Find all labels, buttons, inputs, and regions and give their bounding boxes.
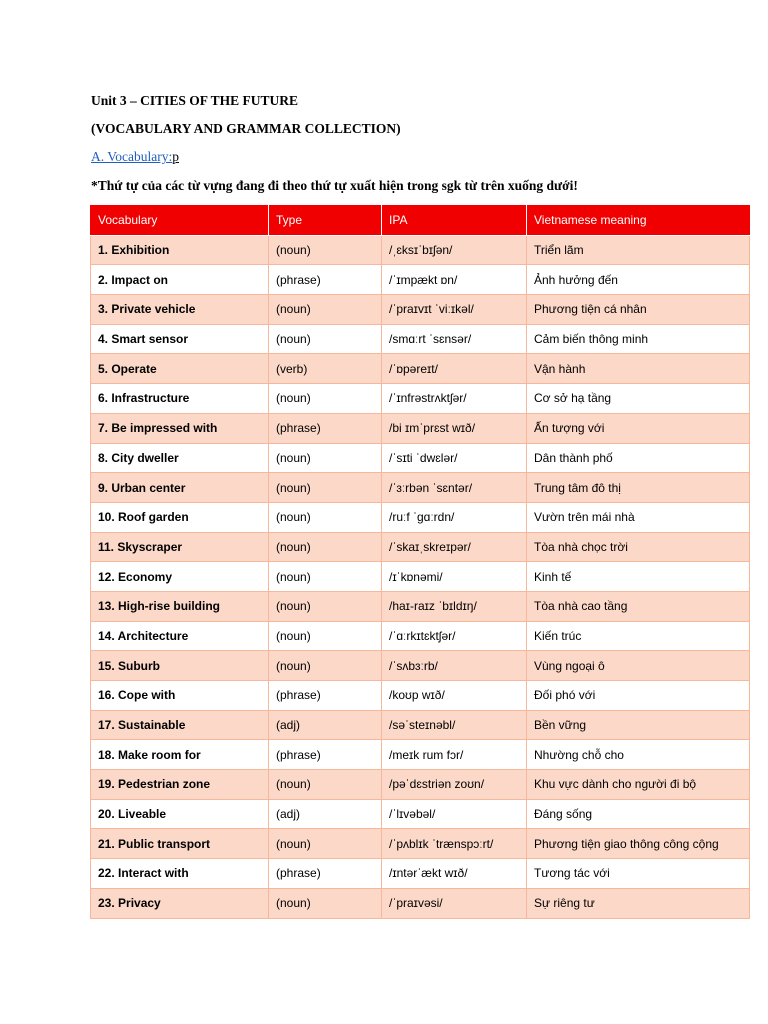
section-heading bbox=[91, 149, 179, 165]
meaning-cell: Tương tác với bbox=[527, 859, 750, 889]
vocab-word-cell: 19. Pedestrian zone bbox=[91, 770, 269, 800]
meaning-cell: Kinh tế bbox=[527, 562, 750, 592]
table-row bbox=[91, 621, 750, 651]
table-row bbox=[91, 295, 750, 325]
meaning-cell: Phương tiện cá nhân bbox=[527, 295, 750, 325]
word-type-cell: (noun) bbox=[269, 829, 382, 859]
vocab-word-cell: 11. Skyscraper bbox=[91, 532, 269, 562]
header-vocabulary: Vocabulary bbox=[91, 206, 269, 236]
vocab-word-cell: 18. Make room for bbox=[91, 740, 269, 770]
vocab-word-cell: 15. Suburb bbox=[91, 651, 269, 681]
meaning-cell: Ảnh hưởng đến bbox=[527, 265, 750, 295]
ipa-cell: /səˈsteɪnəbl/ bbox=[382, 710, 527, 740]
word-type-cell: (noun) bbox=[269, 532, 382, 562]
word-type-cell: (noun) bbox=[269, 502, 382, 532]
vocab-word-cell: 6. Infrastructure bbox=[91, 384, 269, 414]
vocab-word-cell: 1. Exhibition bbox=[91, 235, 269, 265]
unit-title: Unit 3 – CITIES OF THE FUTURE bbox=[91, 93, 299, 108]
vocab-word-cell: 17. Sustainable bbox=[91, 710, 269, 740]
table-row bbox=[91, 265, 750, 295]
ipa-cell: /ˈpraɪvəsi/ bbox=[382, 888, 527, 918]
vocab-word-cell: 2. Impact on bbox=[91, 265, 269, 295]
meaning-cell: Cơ sở hạ tầng bbox=[527, 384, 750, 414]
table-header-row bbox=[91, 206, 750, 236]
ipa-cell: /ˈɑːrkɪtɛktʃər/ bbox=[382, 621, 527, 651]
table-row bbox=[91, 413, 750, 443]
vocab-word-cell: 23. Privacy bbox=[91, 888, 269, 918]
vocab-word-cell: 10. Roof garden bbox=[91, 502, 269, 532]
table-row bbox=[91, 473, 750, 503]
word-type-cell: (adj) bbox=[269, 799, 382, 829]
vocab-word-cell: 16. Cope with bbox=[91, 681, 269, 711]
table-row bbox=[91, 770, 750, 800]
table-row bbox=[91, 562, 750, 592]
header-ipa: IPA bbox=[382, 206, 527, 236]
table-row bbox=[91, 384, 750, 414]
ipa-cell: /ˈskaɪˌskreɪpər/ bbox=[382, 532, 527, 562]
meaning-cell: Khu vực dành cho người đi bộ bbox=[527, 770, 750, 800]
word-type-cell: (phrase) bbox=[269, 740, 382, 770]
table-row bbox=[91, 354, 750, 384]
vocab-word-cell: 9. Urban center bbox=[91, 473, 269, 503]
vocab-word-cell: 21. Public transport bbox=[91, 829, 269, 859]
table-row bbox=[91, 443, 750, 473]
word-type-cell: (verb) bbox=[269, 354, 382, 384]
meaning-cell: Dân thành phố bbox=[527, 443, 750, 473]
table-row bbox=[91, 710, 750, 740]
collection-subtitle: (VOCABULARY AND GRAMMAR COLLECTION) bbox=[91, 121, 401, 136]
word-type-cell: (noun) bbox=[269, 651, 382, 681]
ipa-cell: /ˈlɪvəbəl/ bbox=[382, 799, 527, 829]
meaning-cell: Bền vững bbox=[527, 710, 750, 740]
section-heading-tail: p bbox=[172, 149, 179, 164]
vocab-word-cell: 4. Smart sensor bbox=[91, 324, 269, 354]
ipa-cell: /haɪ-raɪz ˈbɪldɪŋ/ bbox=[382, 591, 527, 621]
vocab-word-cell: 12. Economy bbox=[91, 562, 269, 592]
header-type: Type bbox=[269, 206, 382, 236]
ipa-cell: /bi ɪmˈprɛst wɪð/ bbox=[382, 413, 527, 443]
word-type-cell: (noun) bbox=[269, 235, 382, 265]
table-row bbox=[91, 235, 750, 265]
meaning-cell: Phương tiện giao thông công cộng bbox=[527, 829, 750, 859]
table-row bbox=[91, 888, 750, 918]
vocab-word-cell: 14. Architecture bbox=[91, 621, 269, 651]
word-type-cell: (phrase) bbox=[269, 413, 382, 443]
meaning-cell: Đối phó với bbox=[527, 681, 750, 711]
table-row bbox=[91, 740, 750, 770]
ipa-cell: /ˈpʌblɪk ˈtrænspɔːrt/ bbox=[382, 829, 527, 859]
vocab-word-cell: 22. Interact with bbox=[91, 859, 269, 889]
table-row bbox=[91, 651, 750, 681]
ipa-cell: /ɪntərˈækt wɪð/ bbox=[382, 859, 527, 889]
ipa-cell: /ɪˈkɒnəmi/ bbox=[382, 562, 527, 592]
ipa-cell: /ˈpraɪvɪt ˈviːɪkəl/ bbox=[382, 295, 527, 325]
vocab-word-cell: 20. Liveable bbox=[91, 799, 269, 829]
vocab-word-cell: 7. Be impressed with bbox=[91, 413, 269, 443]
ipa-cell: /ˈɜːrbən ˈsɛntər/ bbox=[382, 473, 527, 503]
ipa-cell: /ˈsʌbɜːrb/ bbox=[382, 651, 527, 681]
meaning-cell: Triển lãm bbox=[527, 235, 750, 265]
ipa-cell: /ˈɪnfrəstrʌktʃər/ bbox=[382, 384, 527, 414]
meaning-cell: Kiến trúc bbox=[527, 621, 750, 651]
vocab-word-cell: 5. Operate bbox=[91, 354, 269, 384]
word-type-cell: (noun) bbox=[269, 473, 382, 503]
table-row bbox=[91, 591, 750, 621]
vocabulary-table bbox=[90, 205, 750, 919]
word-type-cell: (noun) bbox=[269, 591, 382, 621]
ipa-cell: /ruːf ˈɡɑːrdn/ bbox=[382, 502, 527, 532]
word-type-cell: (noun) bbox=[269, 888, 382, 918]
word-type-cell: (phrase) bbox=[269, 859, 382, 889]
ipa-cell: /ˈɪmpækt ɒn/ bbox=[382, 265, 527, 295]
word-type-cell: (noun) bbox=[269, 324, 382, 354]
word-type-cell: (noun) bbox=[269, 384, 382, 414]
ipa-cell: /koʊp wɪð/ bbox=[382, 681, 527, 711]
ipa-cell: /ˈsɪti ˈdwɛlər/ bbox=[382, 443, 527, 473]
table-body bbox=[91, 235, 750, 918]
meaning-cell: Ấn tượng với bbox=[527, 413, 750, 443]
table-row bbox=[91, 859, 750, 889]
meaning-cell: Đáng sống bbox=[527, 799, 750, 829]
ipa-cell: /ˈɒpəreɪt/ bbox=[382, 354, 527, 384]
meaning-cell: Vận hành bbox=[527, 354, 750, 384]
meaning-cell: Cảm biến thông minh bbox=[527, 324, 750, 354]
meaning-cell: Vườn trên mái nhà bbox=[527, 502, 750, 532]
vocabulary-section-link[interactable]: A. Vocabulary: bbox=[91, 149, 173, 164]
meaning-cell: Sự riêng tư bbox=[527, 888, 750, 918]
word-type-cell: (noun) bbox=[269, 562, 382, 592]
vocab-word-cell: 13. High-rise building bbox=[91, 591, 269, 621]
table-row bbox=[91, 502, 750, 532]
table-row bbox=[91, 799, 750, 829]
table-row bbox=[91, 829, 750, 859]
ipa-cell: /pəˈdɛstriən zoʊn/ bbox=[382, 770, 527, 800]
word-type-cell: (noun) bbox=[269, 295, 382, 325]
word-type-cell: (noun) bbox=[269, 621, 382, 651]
vocab-word-cell: 3. Private vehicle bbox=[91, 295, 269, 325]
meaning-cell: Nhường chỗ cho bbox=[527, 740, 750, 770]
meaning-cell: Tòa nhà chọc trời bbox=[527, 532, 750, 562]
word-type-cell: (phrase) bbox=[269, 681, 382, 711]
order-note: *Thứ tự của các từ vựng đang đi theo thứ tự xuất hiện trong sgk từ trên xuống dưới! bbox=[91, 178, 578, 193]
word-type-cell: (phrase) bbox=[269, 265, 382, 295]
ipa-cell: /smɑːrt ˈsɛnsər/ bbox=[382, 324, 527, 354]
ipa-cell: /ˌɛksɪˈbɪʃən/ bbox=[382, 235, 527, 265]
vocab-word-cell: 8. City dweller bbox=[91, 443, 269, 473]
ipa-cell: /meɪk rum fɔr/ bbox=[382, 740, 527, 770]
meaning-cell: Tòa nhà cao tầng bbox=[527, 591, 750, 621]
meaning-cell: Trung tâm đô thị bbox=[527, 473, 750, 503]
meaning-cell: Vùng ngoại ô bbox=[527, 651, 750, 681]
word-type-cell: (noun) bbox=[269, 443, 382, 473]
word-type-cell: (noun) bbox=[269, 770, 382, 800]
table-row bbox=[91, 681, 750, 711]
table-row bbox=[91, 532, 750, 562]
header-vietnamese-meaning: Vietnamese meaning bbox=[527, 206, 750, 236]
table-row bbox=[91, 324, 750, 354]
word-type-cell: (adj) bbox=[269, 710, 382, 740]
